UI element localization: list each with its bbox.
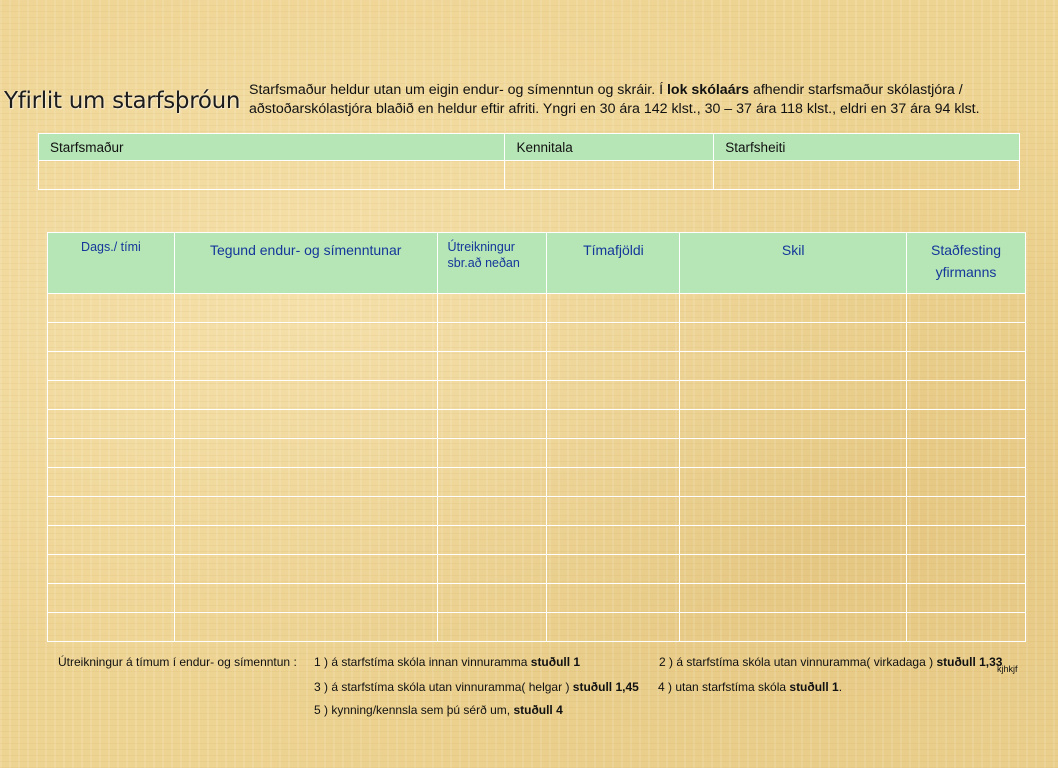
calc-item-3-factor: stuðull 1,45	[572, 680, 639, 694]
calc-item-4-text: 4 ) utan starfstíma skóla	[658, 680, 790, 694]
starfsheiti-field[interactable]	[714, 161, 1020, 190]
intro-line-1-start: Starfsmaður heldur utan um eigin endur- og símenntun og skráir. Í	[249, 82, 667, 98]
calc-item-2-text: 2 ) á starfstíma skóla utan vinnuramma( virkadaga )	[659, 655, 937, 669]
training-type-cell[interactable]	[174, 526, 437, 555]
table-row	[48, 352, 1026, 381]
date-time-cell[interactable]	[48, 381, 175, 410]
calc-item-1	[314, 655, 580, 669]
calculation-cell[interactable]	[437, 294, 547, 323]
training-type-cell[interactable]	[174, 613, 437, 642]
deliverable-cell[interactable]	[680, 323, 907, 352]
supervisor-confirmation-cell[interactable]	[907, 468, 1026, 497]
info-header-row	[39, 134, 1020, 161]
employee-info-table	[38, 133, 1020, 190]
hours-cell[interactable]	[547, 584, 680, 613]
table-row	[48, 584, 1026, 613]
hours-cell[interactable]	[547, 526, 680, 555]
date-time-cell[interactable]	[48, 555, 175, 584]
training-type-cell[interactable]	[174, 294, 437, 323]
intro-line-2: aðstoðarskólastjóra blaðið en heldur eftir afriti. Yngri en 30 ára 142 klst., 30 – 37 ára 118 klst., eldri en 37 ára 94 klst.	[249, 101, 980, 117]
training-type-cell[interactable]	[174, 381, 437, 410]
header-training-type: Tegund endur- og símenntunar	[174, 233, 437, 294]
hours-cell[interactable]	[547, 294, 680, 323]
intro-line-1-end: afhendir starfsmaður skólastjóra /	[749, 82, 963, 98]
calculation-cell[interactable]	[437, 439, 547, 468]
supervisor-confirmation-cell[interactable]	[907, 439, 1026, 468]
date-time-cell[interactable]	[48, 526, 175, 555]
deliverable-cell[interactable]	[680, 294, 907, 323]
header-hours: Tímafjöldi	[547, 233, 680, 294]
page-title: Yfirlit um starfsþróun	[4, 88, 241, 114]
supervisor-confirmation-cell[interactable]	[907, 613, 1026, 642]
hours-cell[interactable]	[547, 323, 680, 352]
intro-text	[249, 81, 1049, 119]
supervisor-confirmation-cell[interactable]	[907, 555, 1026, 584]
supervisor-confirmation-cell[interactable]	[907, 526, 1026, 555]
calc-item-5-factor: stuðull 4	[513, 703, 563, 717]
training-type-cell[interactable]	[174, 468, 437, 497]
header-date-time: Dags./ tími	[48, 233, 175, 294]
kennitala-field[interactable]	[505, 161, 714, 190]
table-row	[48, 294, 1026, 323]
table-row	[48, 613, 1026, 642]
table-row	[48, 439, 1026, 468]
date-time-cell[interactable]	[48, 323, 175, 352]
calculation-cell[interactable]	[437, 497, 547, 526]
training-log-table	[47, 232, 1026, 642]
table-row	[48, 497, 1026, 526]
log-body	[48, 294, 1026, 642]
training-type-cell[interactable]	[174, 555, 437, 584]
calc-item-1-text: 1 ) á starfstíma skóla innan vinnuramma	[314, 655, 531, 669]
deliverable-cell[interactable]	[680, 381, 907, 410]
deliverable-cell[interactable]	[680, 555, 907, 584]
table-row	[48, 410, 1026, 439]
deliverable-cell[interactable]	[680, 613, 907, 642]
intro-line-1	[249, 81, 1049, 100]
hours-cell[interactable]	[547, 381, 680, 410]
table-row	[48, 323, 1026, 352]
supervisor-confirmation-cell[interactable]	[907, 410, 1026, 439]
supervisor-confirmation-cell[interactable]	[907, 497, 1026, 526]
calculation-cell[interactable]	[437, 584, 547, 613]
calculation-cell[interactable]	[437, 526, 547, 555]
header-supervisor-confirmation: Staðfesting yfirmanns	[907, 233, 1026, 294]
hours-cell[interactable]	[547, 352, 680, 381]
deliverable-cell[interactable]	[680, 584, 907, 613]
supervisor-confirmation-cell[interactable]	[907, 381, 1026, 410]
table-row	[48, 381, 1026, 410]
deliverable-cell[interactable]	[680, 352, 907, 381]
table-row	[48, 468, 1026, 497]
supervisor-confirmation-cell[interactable]	[907, 323, 1026, 352]
deliverable-cell[interactable]	[680, 468, 907, 497]
calc-item-4-factor: stuðull 1	[789, 680, 839, 694]
calculation-cell[interactable]	[437, 555, 547, 584]
log-header-row	[48, 233, 1026, 294]
date-time-cell[interactable]	[48, 613, 175, 642]
header-starfsmadur: Starfsmaður	[39, 134, 505, 161]
starfsmadur-field[interactable]	[39, 161, 505, 190]
deliverable-cell[interactable]	[680, 439, 907, 468]
calculation-cell[interactable]	[437, 381, 547, 410]
calc-item-3	[314, 680, 639, 694]
calc-item-4	[658, 680, 842, 694]
calc-item-4-end: .	[838, 680, 843, 694]
hours-cell[interactable]	[547, 468, 680, 497]
date-time-cell[interactable]	[48, 497, 175, 526]
date-time-cell[interactable]	[48, 584, 175, 613]
deliverable-cell[interactable]	[680, 410, 907, 439]
calc-item-5	[314, 703, 563, 717]
calc-item-1-factor: stuðull 1	[530, 655, 581, 669]
hours-cell[interactable]	[547, 439, 680, 468]
hours-cell[interactable]	[547, 497, 680, 526]
calc-item-2-factor: stuðull 1,33	[936, 655, 1003, 669]
calc-item-3-text: 3 ) á starfstíma skóla utan vinnuramma( helgar )	[314, 680, 573, 694]
training-type-cell[interactable]	[174, 497, 437, 526]
training-type-cell[interactable]	[174, 323, 437, 352]
date-time-cell[interactable]	[48, 439, 175, 468]
hours-cell[interactable]	[547, 555, 680, 584]
supervisor-confirmation-cell[interactable]	[907, 584, 1026, 613]
date-time-cell[interactable]	[48, 410, 175, 439]
header-kennitala: Kennitala	[505, 134, 714, 161]
calculation-cell[interactable]	[437, 613, 547, 642]
table-row	[48, 526, 1026, 555]
table-row	[48, 555, 1026, 584]
stray-text: kjhkjf	[997, 664, 1018, 674]
header-calculation: Útreikningur sbr.að neðan	[437, 233, 547, 294]
supervisor-confirmation-cell[interactable]	[907, 294, 1026, 323]
calculation-cell[interactable]	[437, 410, 547, 439]
deliverable-cell[interactable]	[680, 526, 907, 555]
intro-bold: lok skólaárs	[666, 82, 749, 98]
training-type-cell[interactable]	[174, 584, 437, 613]
calculation-cell[interactable]	[437, 352, 547, 381]
deliverable-cell[interactable]	[680, 497, 907, 526]
date-time-cell[interactable]	[48, 468, 175, 497]
hours-cell[interactable]	[547, 410, 680, 439]
date-time-cell[interactable]	[48, 294, 175, 323]
calculation-label: Útreikningur á tímum í endur- og símenntun :	[58, 655, 297, 669]
training-type-cell[interactable]	[174, 352, 437, 381]
training-type-cell[interactable]	[174, 410, 437, 439]
hours-cell[interactable]	[547, 613, 680, 642]
calculation-cell[interactable]	[437, 468, 547, 497]
header-starfsheiti: Starfsheiti	[714, 134, 1020, 161]
training-type-cell[interactable]	[174, 439, 437, 468]
date-time-cell[interactable]	[48, 352, 175, 381]
info-input-row	[39, 161, 1020, 190]
calculation-cell[interactable]	[437, 323, 547, 352]
calc-item-2	[659, 655, 1002, 669]
calc-item-5-text: 5 ) kynning/kennsla sem þú sérð um,	[314, 703, 514, 717]
supervisor-confirmation-cell[interactable]	[907, 352, 1026, 381]
header-deliverable: Skil	[680, 233, 907, 294]
